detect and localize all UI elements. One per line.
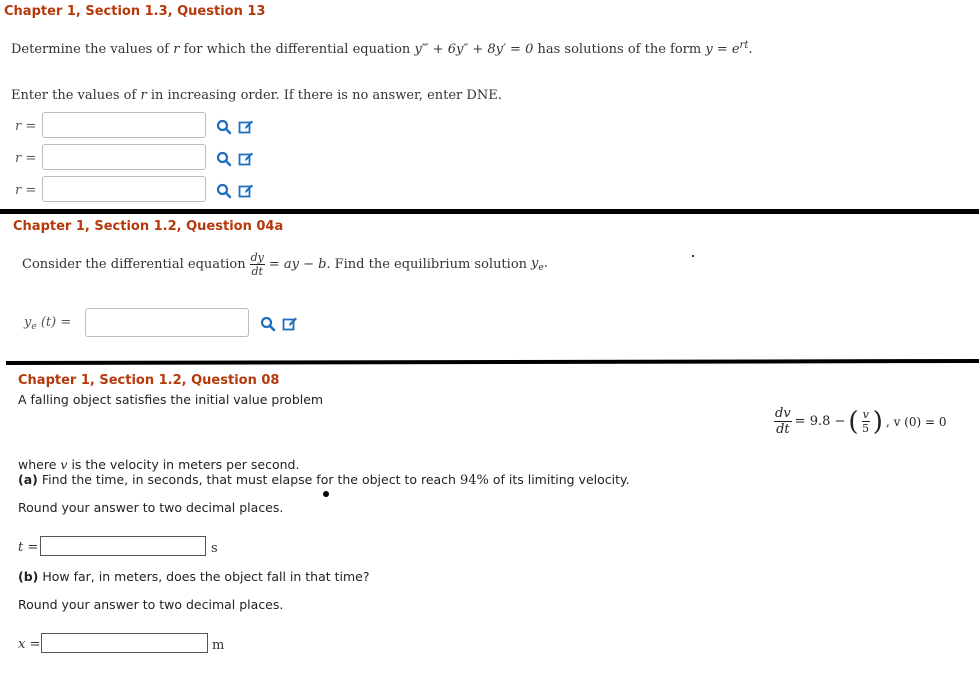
ivp-lhs	[774, 407, 792, 436]
q04a-ye: y	[531, 256, 539, 271]
edit-pencil-icon[interactable]	[238, 151, 254, 167]
ye-label-sub: e	[31, 322, 37, 332]
ivp-paren-left: (	[848, 406, 859, 437]
q13-form: y = e	[705, 42, 740, 57]
q13-prompt-form: has solutions of the form	[537, 42, 702, 57]
ye-label-rest: (t) =	[40, 315, 72, 330]
part-a-pct: 94%	[459, 473, 489, 488]
q13-form-exponent: rt	[739, 40, 749, 51]
q13-prompt-start: Determine the values of	[11, 42, 170, 57]
r-label-3: r =	[15, 183, 37, 198]
round-a: Round your answer to two decimal places.	[18, 500, 284, 515]
r-input-3[interactable]	[42, 176, 206, 202]
q13-prompt	[11, 40, 753, 57]
section-divider-1	[0, 209, 979, 214]
q08-part-b	[18, 569, 370, 584]
ivp-lhs-num: dv	[775, 406, 791, 421]
r-input-1[interactable]	[42, 112, 206, 138]
ye-label-y: y	[24, 315, 32, 330]
ivp-eq: = 9.8 −	[794, 414, 846, 429]
q08-ivp	[774, 407, 946, 436]
q13-instruction-r: r	[140, 88, 147, 103]
q13-equation: y‴ + 6y″ + 8y′ = 0	[414, 42, 534, 57]
t-unit: s	[211, 541, 218, 556]
where-end: is the velocity in meters per second.	[71, 457, 300, 472]
part-b-label: (b)	[18, 569, 39, 584]
q08-intro: A falling object satisfies the initial value problem	[18, 392, 324, 407]
q04a-equation: = ay − b.	[268, 257, 331, 272]
part-a-label: (a)	[18, 472, 38, 487]
r-tools-2	[216, 151, 254, 167]
part-b-text: How far, in meters, does the object fall in that time?	[42, 569, 370, 584]
t-input[interactable]	[40, 536, 206, 556]
r-label-2: r =	[15, 151, 37, 166]
q13-prompt-r: r	[173, 42, 180, 57]
r-tools-3	[216, 183, 254, 199]
magnifier-icon[interactable]	[216, 119, 232, 135]
edit-pencil-icon[interactable]	[238, 183, 254, 199]
r-tools-1	[216, 119, 254, 135]
q04a-prompt-end: Find the equilibrium solution	[334, 257, 528, 272]
q04a-prompt	[22, 252, 548, 277]
ivp-inner-num: v	[862, 408, 869, 421]
q04a-frac-num: dy	[250, 251, 264, 264]
bullet-dot	[323, 491, 329, 497]
ivp-inner-den: 5	[862, 422, 870, 435]
magnifier-icon[interactable]	[216, 183, 232, 199]
ivp-lhs-den: dt	[776, 422, 790, 437]
edit-pencil-icon[interactable]	[238, 119, 254, 135]
ye-label	[24, 315, 71, 332]
round-b: Round your answer to two decimal places.	[18, 597, 284, 612]
r-input-2[interactable]	[42, 144, 206, 170]
x-input[interactable]	[41, 633, 208, 653]
q13-title: Chapter 1, Section 1.3, Question 13	[4, 4, 266, 19]
edit-pencil-icon[interactable]	[282, 316, 298, 332]
magnifier-icon[interactable]	[260, 316, 276, 332]
where-v: v	[60, 457, 68, 472]
part-a-text: Find the time, in seconds, that must elapse for the object to reach	[41, 472, 456, 487]
part-a-end: of its limiting velocity.	[492, 472, 630, 487]
q13-instruction	[11, 88, 502, 103]
q04a-ye-sub: e	[538, 263, 544, 273]
q08-part-a	[18, 472, 630, 488]
q13-instruction-end: in increasing order. If there is no answer, enter DNE.	[150, 88, 502, 103]
section-divider-2	[0, 356, 979, 370]
ivp-inner	[862, 409, 870, 434]
q04a-ye-end: .	[543, 256, 548, 271]
q04a-fraction	[250, 252, 265, 277]
stray-dot	[692, 255, 694, 257]
magnifier-icon[interactable]	[216, 151, 232, 167]
q08-title: Chapter 1, Section 1.2, Question 08	[18, 373, 280, 388]
ye-tools	[260, 316, 298, 332]
q04a-title: Chapter 1, Section 1.2, Question 04a	[13, 219, 284, 234]
ivp-tail: , v (0) = 0	[885, 414, 947, 429]
x-unit: m	[212, 638, 225, 653]
where-start: where	[18, 457, 57, 472]
x-label: x =	[18, 637, 41, 652]
r-label-1: r =	[15, 119, 37, 134]
q04a-frac-den: dt	[251, 265, 263, 278]
q13-prompt-mid: for which the differential equation	[183, 42, 411, 57]
q04a-prompt-start: Consider the differential equation	[22, 257, 246, 272]
ivp-paren-right: )	[872, 406, 883, 437]
t-label: t =	[18, 540, 39, 555]
q13-form-end: .	[748, 42, 753, 57]
q08-where	[18, 457, 299, 472]
q13-instruction-start: Enter the values of	[11, 88, 137, 103]
ye-input[interactable]	[85, 308, 249, 337]
